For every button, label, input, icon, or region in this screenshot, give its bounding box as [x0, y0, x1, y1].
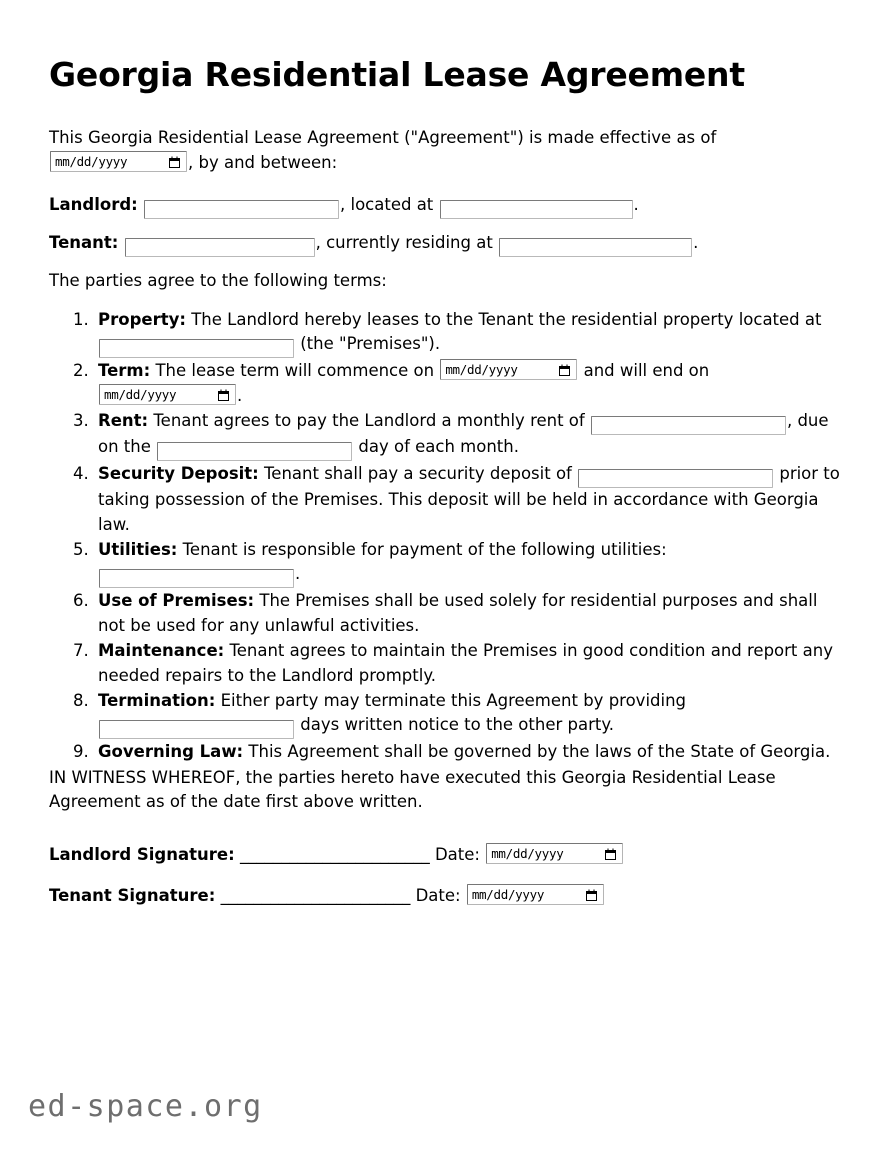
terms-intro-paragraph: The parties agree to the following terms: [49, 271, 387, 291]
term-text-term-3: . [237, 385, 243, 405]
landlord-signature-label: Landlord Signature: [49, 845, 235, 865]
calendar-icon [586, 889, 597, 901]
effective-date-placeholder: mm/dd/yyyy [55, 153, 128, 169]
landlord-line [49, 193, 842, 219]
term-text-utilities-2: . [295, 564, 301, 584]
security-deposit-input[interactable] [578, 469, 773, 488]
term-text-maintenance: Tenant agrees to maintain the Premises in good condition and report any needed repairs to the Landlord promptly. [98, 641, 833, 685]
tenant-signature-row [49, 884, 842, 909]
witness-paragraph: IN WITNESS WHEREOF, the parties hereto have executed this Georgia Residential Lease Agreement as of the date first above written. [49, 767, 776, 812]
effective-date-paragraph [49, 126, 842, 175]
landlord-signature-date-input[interactable] [486, 843, 623, 864]
term-text-rent-3: day of each month. [358, 437, 519, 457]
termination-notice-days-input[interactable] [99, 720, 294, 739]
term-text-termination-2: days written notice to the other party. [300, 715, 614, 735]
term-text-governing-law: This Agreement shall be governed by the laws of the State of Georgia. [248, 742, 831, 762]
term-item-use-of-premises [94, 589, 842, 638]
lease-start-date-input[interactable] [440, 359, 577, 380]
landlord-date-placeholder: mm/dd/yyyy [491, 846, 564, 862]
tenant-signature-line[interactable]: _______________________ [220, 885, 411, 905]
lease-end-date-placeholder: mm/dd/yyyy [104, 386, 177, 402]
calendar-icon [218, 389, 229, 401]
tenant-date-label: Date: [415, 885, 461, 905]
tenant-date-placeholder: mm/dd/yyyy [471, 886, 545, 902]
calendar-icon [559, 364, 570, 376]
term-item-property [94, 308, 842, 358]
landlord-signature-row [49, 843, 842, 868]
term-heading-term: Term: [98, 361, 151, 381]
term-heading-rent: Rent: [98, 411, 149, 431]
tenant-address-input[interactable] [499, 238, 692, 257]
effective-date-input[interactable] [50, 151, 187, 172]
intro-text-before-date: This Georgia Residential Lease Agreement ("Agreement") is made effective as of [49, 128, 717, 148]
term-text-security-deposit-1: Tenant shall pay a security deposit of [264, 464, 572, 484]
term-heading-termination: Termination: [98, 691, 216, 711]
term-item-termination [94, 689, 842, 739]
term-text-rent-2: , due on the [98, 411, 829, 457]
landlord-address-input[interactable] [440, 200, 633, 219]
term-text-property-2: (the "Premises"). [300, 334, 441, 354]
term-heading-governing-law: Governing Law: [98, 742, 244, 762]
term-text-term-2: and will end on [583, 361, 710, 381]
term-item-term [94, 359, 842, 408]
term-text-term-1: The lease term will commence on [155, 361, 435, 381]
tenant-signature-date-input[interactable] [467, 884, 604, 905]
term-heading-utilities: Utilities: [98, 540, 178, 560]
term-item-utilities [94, 538, 842, 588]
terms-list [49, 308, 842, 765]
utilities-input[interactable] [99, 569, 294, 588]
landlord-label: Landlord: [49, 195, 138, 215]
landlord-name-input[interactable] [144, 200, 339, 219]
landlord-located-at-text: , located at [340, 195, 434, 215]
rent-due-day-input[interactable] [157, 442, 352, 461]
intro-text-after-date: , by and between: [188, 152, 338, 172]
tenant-line [49, 231, 842, 257]
term-item-governing-law [94, 740, 842, 764]
calendar-icon [169, 156, 180, 168]
landlord-line-end: . [633, 195, 639, 215]
page-title: Georgia Residential Lease Agreement [49, 55, 745, 94]
monthly-rent-input[interactable] [591, 416, 786, 435]
term-text-utilities-1: Tenant is responsible for payment of the following utilities: [182, 540, 667, 560]
tenant-name-input[interactable] [125, 238, 315, 257]
lease-start-date-placeholder: mm/dd/yyyy [445, 362, 518, 378]
site-watermark: ed-space.org [28, 1089, 263, 1124]
document-content [49, 56, 842, 909]
term-heading-security-deposit: Security Deposit: [98, 464, 259, 484]
term-text-use-of-premises: The Premises shall be used solely for residential purposes and shall not be used for any unlawful activities. [98, 591, 818, 635]
term-text-termination-1: Either party may terminate this Agreement by providing [220, 691, 687, 711]
tenant-label: Tenant: [49, 233, 119, 253]
landlord-signature-line[interactable]: _______________________ [239, 845, 430, 865]
term-item-security-deposit [94, 462, 842, 537]
term-text-rent-1: Tenant agrees to pay the Landlord a monthly rent of [153, 411, 585, 431]
landlord-date-label: Date: [434, 845, 480, 865]
term-heading-property: Property: [98, 310, 186, 329]
term-item-rent [94, 409, 842, 461]
lease-end-date-input[interactable] [99, 384, 236, 405]
term-item-maintenance [94, 639, 842, 688]
term-heading-maintenance: Maintenance: [98, 641, 225, 661]
term-text-security-deposit-2: prior to taking possession of the Premises. This deposit will be held in accordance with Georgia law. [98, 464, 840, 534]
property-address-input[interactable] [99, 339, 294, 358]
calendar-icon [605, 848, 616, 860]
tenant-signature-label: Tenant Signature: [49, 885, 216, 905]
tenant-line-end: . [693, 233, 699, 253]
term-text-property-1: The Landlord hereby leases to the Tenant the residential property located at [191, 310, 822, 329]
term-heading-use-of-premises: Use of Premises: [98, 591, 255, 611]
tenant-residing-at-text: , currently residing at [315, 233, 493, 253]
